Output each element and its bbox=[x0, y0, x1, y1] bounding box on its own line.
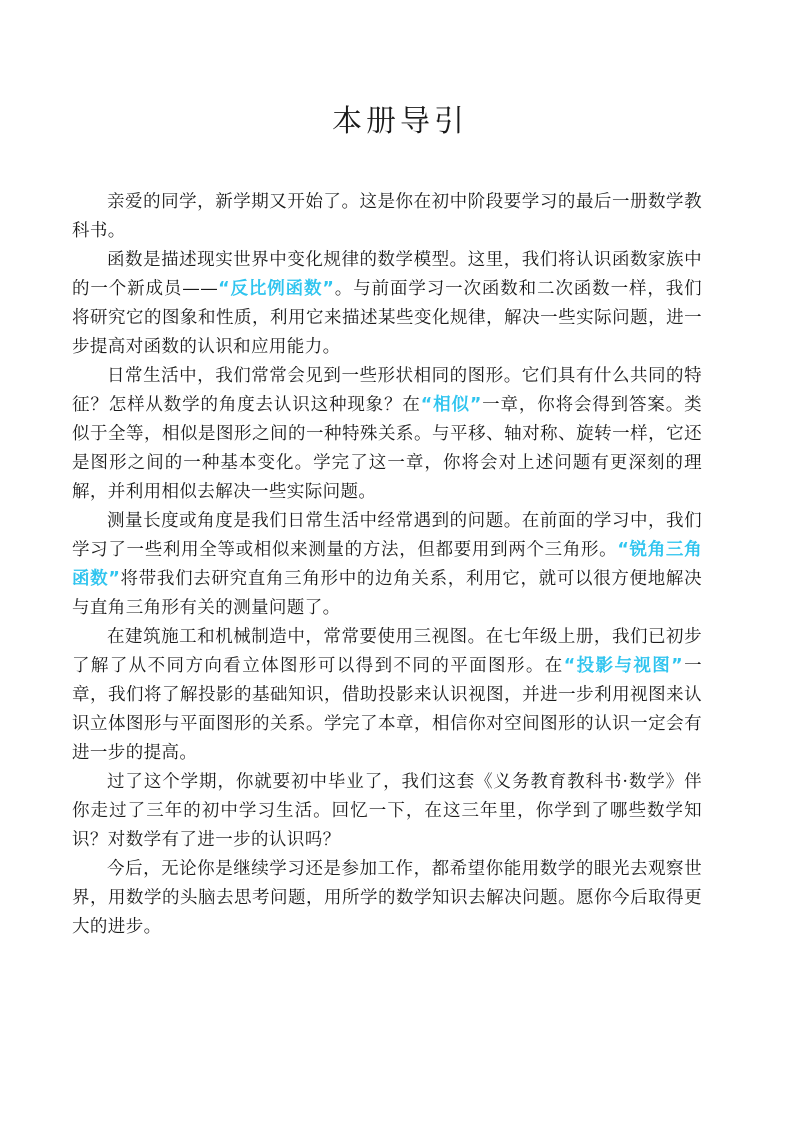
paragraph-text: 过了这个学期，你就要初中毕业了，我们这套《义务教育教科书·数学》伴你走过了三年的初中学习生活。回忆一下，在这三年里，你学到了哪些数学知识？对数学有了进一步的认识吗？ bbox=[72, 772, 702, 850]
paragraph-text: 今后，无论你是继续学习还是参加工作，都希望你能用数学的眼光去观察世界，用数学的头脑去思考问题，用所学的数学知识去解决问题。愿你今后取得更大的进步。 bbox=[72, 859, 702, 937]
paragraph-greeting bbox=[72, 188, 702, 246]
chapter-highlight-similarity: “相似” bbox=[420, 395, 482, 415]
paragraph-similarity bbox=[72, 362, 702, 507]
paragraph-trigonometry bbox=[72, 507, 702, 623]
paragraph-text: 在建筑施工和机械制造中，常常要使用三视图。在七年级上册，我们已初步了解了从不同方向看立体图形可以得到不同的平面图形。在 bbox=[72, 627, 702, 676]
paragraph-projection bbox=[72, 623, 702, 768]
chapter-highlight-inverse-proportion: “反比例函数” bbox=[218, 279, 335, 299]
paragraph-closing bbox=[72, 855, 702, 942]
paragraph-inverse-proportion bbox=[72, 246, 702, 362]
paragraph-text: 日常生活中，我们常常会见到一些形状相同的图形。它们具有什么共同的特征？怎样从数学的角度去认识这种现象？在 bbox=[72, 366, 702, 415]
chapter-highlight-projection: “投影与视图” bbox=[563, 656, 684, 676]
paragraph-text: 亲爱的同学，新学期又开始了。这是你在初中阶段要学习的最后一册数学教科书。 bbox=[72, 192, 702, 241]
paragraph-text: 一章，你将会得到答案。类似于全等，相似是图形之间的一种特殊关系。与平移、轴对称、旋转一样，它还是图形之间的一种基本变化。学完了这一章，你将会对上述问题有更深刻的理解，并利用相似去解决一些实际问题。 bbox=[72, 395, 702, 502]
paragraph-text: 测量长度或角度是我们日常生活中经常遇到的问题。在前面的学习中，我们学习了一些利用全等或相似来测量的方法，但都要用到两个三角形。 bbox=[72, 511, 702, 560]
introduction-body bbox=[72, 188, 702, 942]
chapter-highlight-trigonometry: “锐角三角函数” bbox=[72, 540, 702, 589]
paragraph-text: 一章，我们将了解投影的基础知识，借助投影来认识视图，并进一步利用视图来认识立体图形与平面图形的关系。学完了本章，相信你对空间图形的认识一定会有进一步的提高。 bbox=[72, 656, 702, 763]
paragraph-text: 函数是描述现实世界中变化规律的数学模型。这里，我们将认识函数家族中的一个新成员—— bbox=[72, 250, 702, 299]
paragraph-graduation bbox=[72, 768, 702, 855]
paragraph-text: 将带我们去研究直角三角形中的边角关系，利用它，就可以很方便地解决与直角三角形有关的测量问题了。 bbox=[72, 569, 702, 618]
page-title: 本册导引 bbox=[332, 104, 468, 139]
paragraph-text: 。与前面学习一次函数和二次函数一样，我们将研究它的图象和性质，利用它来描述某些变化规律，解决一些实际问题，进一步提高对函数的认识和应用能力。 bbox=[72, 279, 703, 357]
